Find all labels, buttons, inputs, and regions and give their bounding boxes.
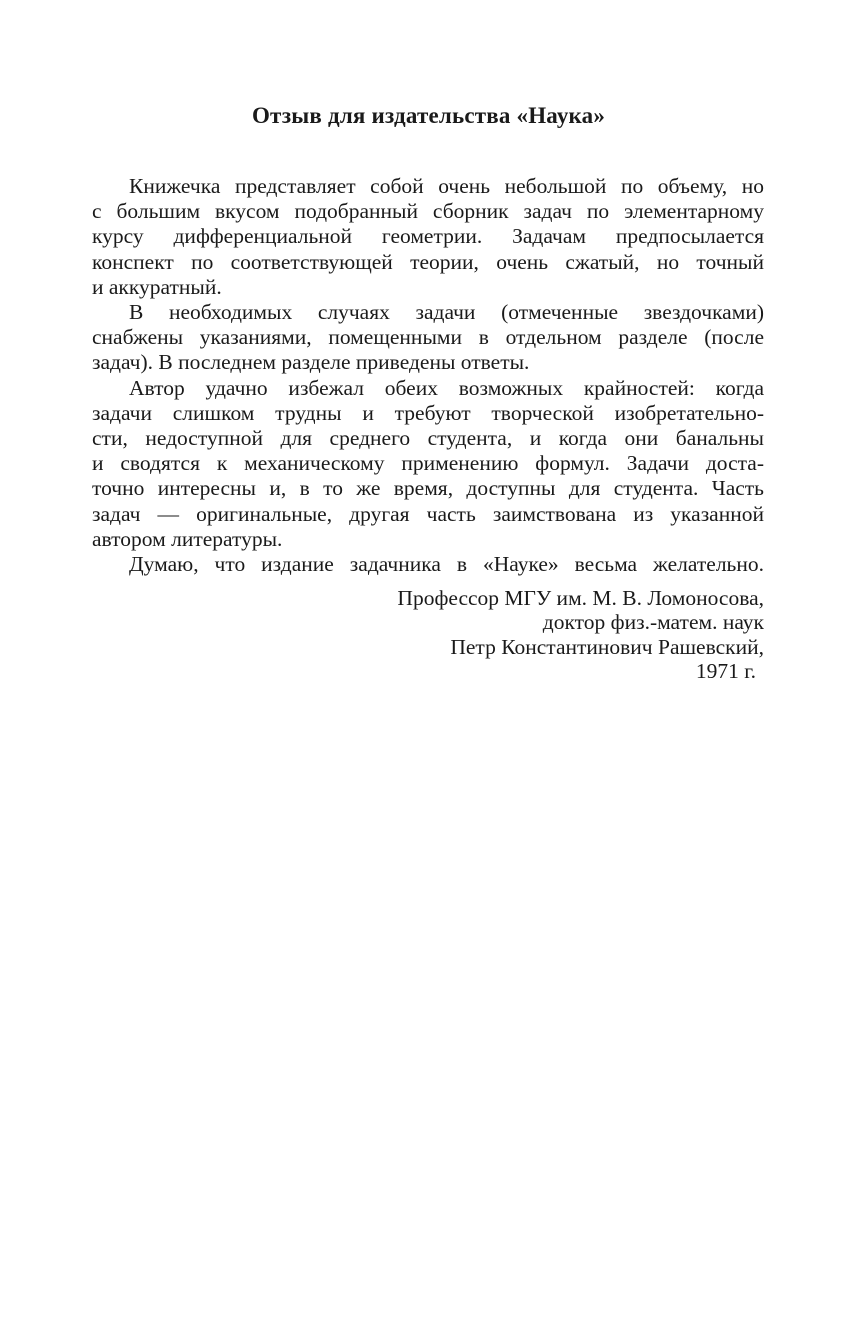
text-line: автором литературы. <box>92 526 283 551</box>
text-line: Книжечка представляет собой очень небольшой по объему, но <box>129 174 764 198</box>
text-line: сти, недоступной для среднего студента, и когда они банальны <box>92 426 764 451</box>
text-line: В необходимых случаях задачи (отмеченные звездочками) <box>129 300 764 325</box>
text-line: задач). В последнем разделе приведены ответы. <box>92 350 530 375</box>
text-line: снабжены указаниями, помещенными в отдельном разделе (после <box>92 325 764 350</box>
text-line: и сводятся к механическому применению формул. Задачи доста- <box>92 451 764 476</box>
text-line: конспект по соответствующей теории, очень сжатый, но точный <box>92 249 764 274</box>
paragraph <box>92 552 764 577</box>
text-line: Думаю, что издание задачника в «Науке» весьма желательно. <box>129 552 764 577</box>
text-line: курсу дифференциальной геометрии. Задачам предпосылается <box>92 224 764 249</box>
text-line: задач — оригинальные, другая часть заимствована из указанной <box>92 501 764 526</box>
page-title: Отзыв для издательства «Наука» <box>251 103 606 128</box>
signature-name: Петр Константинович Рашевский, <box>450 634 764 659</box>
signature-degree: доктор физ.-матем. наук <box>542 610 764 635</box>
text-line: с большим вкусом подобранный сборник задач по элементарному <box>92 199 764 224</box>
text-line: точно интересны и, в то же время, доступны для студента. Часть <box>92 476 764 501</box>
paragraph <box>92 174 764 300</box>
signature-year: 1971 г. <box>695 659 756 684</box>
text-line: задачи слишком трудны и требуют творческой изобретательно- <box>92 400 764 425</box>
signature-block <box>92 586 764 684</box>
review-body <box>92 174 764 577</box>
text-line: Автор удачно избежал обеих возможных крайностей: когда <box>129 375 764 400</box>
signature-position: Профессор МГУ им. М. В. Ломоносова, <box>397 586 764 610</box>
paragraph <box>92 376 764 552</box>
text-line: и аккуратный. <box>92 274 222 299</box>
paragraph <box>92 300 764 376</box>
